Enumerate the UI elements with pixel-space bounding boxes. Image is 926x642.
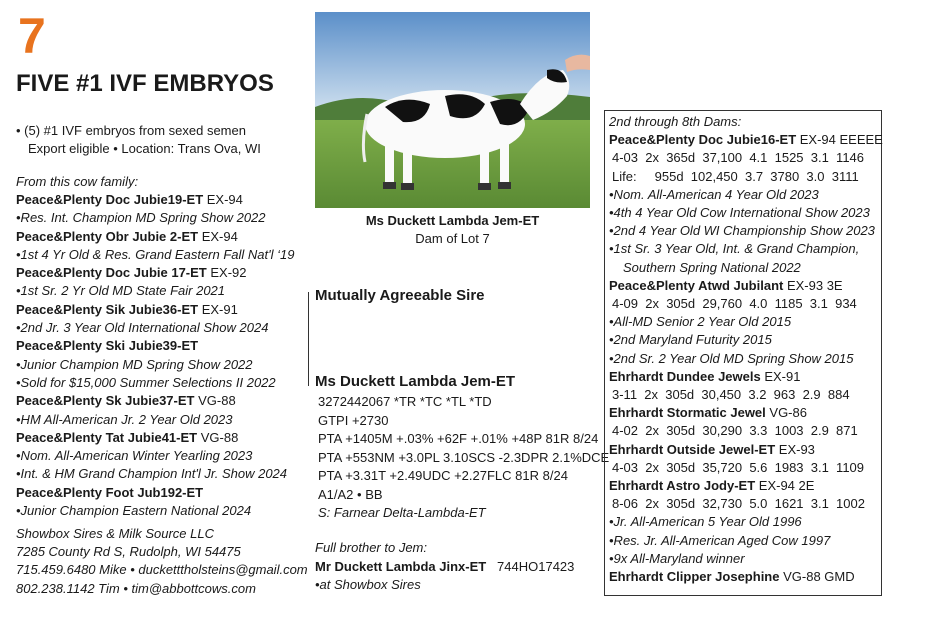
member-note: •Int. & HM Grand Champion Int'l Jr. Show 2024 [16,466,288,482]
brother-block [315,558,574,594]
pedigree-dam [609,441,884,459]
dam-stat-line: PTA +553NM +3.0PL 3.10SCS -2.3DPR 2.1%DCE [318,449,610,465]
pedigree-dam [609,368,884,386]
dam-note: •2nd 4 Year Old WI Championship Show 2023 [609,223,875,239]
intro-line: • (5) #1 IVF embryos from sexed semen [16,123,246,138]
dam-score: EX-91 [760,368,801,384]
lot-number: 7 [18,8,46,64]
dam-stat-line: PTA +1405M +.03% +62F +.01% +48P 81R 8/24 [318,431,599,446]
brother-code: 744HO17423 [486,559,575,574]
divider [308,292,309,386]
lactation-record: 4-09 2x 305d 29,760 4.0 1185 3.1 934 [612,296,857,312]
family-member [16,337,306,355]
contact-line: Showbox Sires & Milk Source LLC [16,526,214,541]
caption-name: Ms Duckett Lambda Jem-ET [365,213,540,228]
member-name: Peace&Plenty Ski Jubie39-ET [16,338,199,354]
photo-caption [315,212,590,248]
dam-note-continued: Southern Spring National 2022 [623,259,801,275]
dam-stat-line: PTA +3.31T +2.49UDC +2.27FLC 81R 8/24 [318,468,568,483]
dam-stats [318,393,609,523]
family-member [16,228,306,246]
member-name: Peace&Plenty Tat Jubie41-ET [16,429,198,445]
contact-block [16,525,308,598]
member-score: EX-94 [198,228,238,244]
contact-line: 715.459.6480 Mike • ducketttholsteins@gmail.com [16,562,308,578]
intro-line: Export eligible • Location: Trans Ova, WI [28,141,261,156]
family-member [16,191,306,209]
member-note: •Sold for $15,000 Summer Selections II 2022 [16,374,276,390]
dam-name: Ms Duckett Lambda Jem-ET [315,373,516,390]
cow-illustration [315,12,590,208]
family-heading: From this cow family: [16,174,139,189]
lactation-record: Life: 955d 102,450 3.7 3780 3.0 3111 [612,168,859,184]
dam-stat-line: S: Farnear Delta-Lambda-ET [318,505,486,520]
pedigree-dam [609,131,884,149]
family-list [16,191,306,520]
dam-note: •2nd Maryland Futurity 2015 [609,332,772,348]
dam-stat-line: GTPI +2730 [318,412,389,428]
member-name: Peace&Plenty Doc Jubie19-ET [16,192,204,207]
dam-score: EX-93 3E [783,277,843,293]
sire-title: Mutually Agreeable Sire [315,287,485,304]
pedigree-dam [609,477,884,495]
contact-line: 802.238.1142 Tim • tim@abbottcows.com [16,580,256,596]
lactation-record: 4-03 2x 365d 37,100 4.1 1525 3.1 1146 [612,150,865,166]
pedigree-list [609,113,884,586]
brother-note: •at Showbox Sires [315,577,421,592]
member-score: EX-92 [206,265,247,281]
dam-score: VG-88 GMD [779,569,855,585]
lactation-record: 3-11 2x 305d 30,450 3.2 963 2.9 884 [612,387,850,403]
dam-name: Ehrhardt Outside Jewel-ET [609,441,776,457]
member-name: Peace&Plenty Obr Jubie 2-ET [16,228,199,244]
family-member [16,301,306,319]
dam-note: •Res. Jr. All-American Aged Cow 1997 [609,532,831,548]
contact-line: 7285 County Rd S, Rudolph, WI 54475 [16,544,241,560]
member-note: •HM All-American Jr. 2 Year Old 2023 [16,411,233,427]
pedigree-dam [609,277,884,295]
member-note: •Res. Int. Champion MD Spring Show 2022 [16,210,266,226]
member-note: •1st Sr. 2 Yr Old MD State Fair 2021 [16,283,226,299]
dam-note: •Nom. All-American 4 Year Old 2023 [609,186,819,202]
pedigree-dam [609,568,884,586]
dam-note: •9x All-Maryland winner [609,550,745,566]
dam-score: EX-93 [775,441,815,457]
member-note: •Junior Champion MD Spring Show 2022 [16,356,253,372]
member-note: •2nd Jr. 3 Year Old International Show 2024 [16,320,269,336]
family-member [16,264,306,282]
headline: FIVE #1 IVF EMBRYOS [16,70,274,97]
member-name: Peace&Plenty Doc Jubie 17-ET [16,265,207,281]
member-score: VG-88 [194,393,236,409]
lactation-record: 4-03 2x 305d 35,720 5.6 1983 3.1 1109 [612,459,865,475]
dam-note: •1st Sr. 3 Year Old, Int. & Grand Champion, [609,241,860,257]
caption-subtitle: Dam of Lot 7 [415,231,490,246]
family-member [16,429,306,447]
member-score: EX-91 [198,301,238,317]
dam-name: Peace&Plenty Doc Jubie16-ET [609,132,797,148]
family-member [16,484,306,502]
cow-photo [315,12,590,208]
member-score: VG-88 [197,429,239,445]
member-name: Peace&Plenty Sk Jubie37-ET [16,393,195,409]
dam-note: •Jr. All-American 5 Year Old 1996 [609,514,802,530]
dam-note: •All-MD Senior 2 Year Old 2015 [609,314,792,330]
brother-heading: Full brother to Jem: [315,540,427,555]
dam-name: Peace&Plenty Atwd Jubilant [609,277,784,293]
member-score: EX-94 [203,192,243,207]
lactation-record: 4-02 2x 305d 30,290 3.3 1003 2.9 871 [612,423,858,439]
dam-name: Ehrhardt Dundee Jewels [609,368,761,384]
member-note: •Nom. All-American Winter Yearling 2023 [16,448,253,464]
dam-stat-line: 3272442067 *TR *TC *TL *TD [318,394,492,409]
dam-name: Ehrhardt Clipper Josephine [609,569,780,585]
lactation-record: 8-06 2x 305d 32,730 5.0 1621 3.1 1002 [612,496,865,512]
member-note: •Junior Champion Eastern National 2024 [16,503,252,519]
dam-note: •4th 4 Year Old Cow International Show 2023 [609,205,870,221]
brother-name: Mr Duckett Lambda Jinx-ET [315,559,487,574]
dam-score: VG-86 [765,405,807,421]
pedigree-heading: 2nd through 8th Dams: [609,114,742,129]
family-member [16,392,306,410]
dam-name: Ehrhardt Astro Jody-ET [609,478,756,494]
dam-name: Ehrhardt Stormatic Jewel [609,405,766,421]
dam-score: EX-94 2E [755,478,815,494]
intro-block [16,122,261,158]
member-note: •1st 4 Yr Old & Res. Grand Eastern Fall Nat'l ‘19 [16,246,295,262]
dam-stat-line: A1/A2 • BB [318,486,383,502]
pedigree-dam [609,404,884,422]
dam-note: •2nd Sr. 2 Year Old MD Spring Show 2015 [609,350,854,366]
dam-score: EX-94 EEEEE [796,132,883,148]
member-name: Peace&Plenty Sik Jubie36-ET [16,301,199,317]
member-name: Peace&Plenty Foot Jub192-ET [16,484,204,500]
